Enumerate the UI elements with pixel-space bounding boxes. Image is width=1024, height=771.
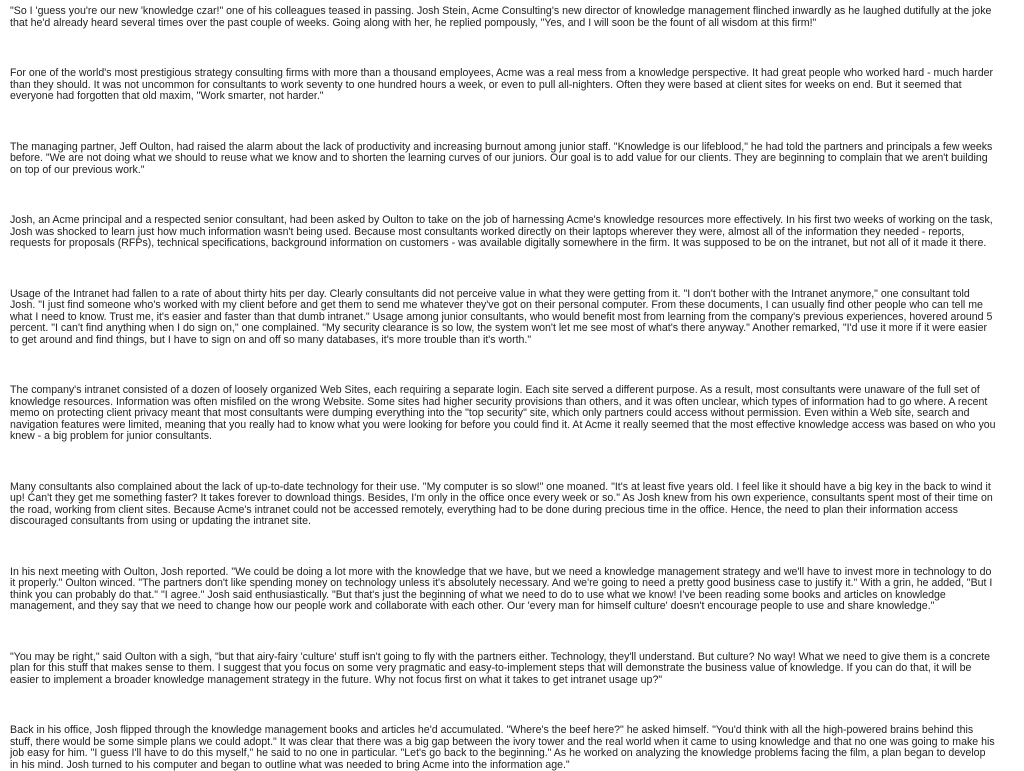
paragraph: Back in his office, Josh flipped through the knowledge management books and articles he'd accumulated. "Where's the beef here?" he asked himself. "You'd think with all the high-powered brains behind this stuff, there would be some simple plans we could adopt." It was clear that there was a big gap between the ivory tower and the real world when it came to using knowledge and that no one was going to make his job easy for him. "I guess I'll have to do this myself," he said to no one in particular. "Let's go back to the beginning." As he worked on analyzing the knowledge problems facing the film, a plan began to develop in his mind. Josh turned to his computer and began to outline what was needed to bring Acme into the information age." bbox=[10, 724, 995, 771]
paragraph: The company's intranet consisted of a dozen of loosely organized Web Sites, each requiring a separate login. Each site served a different purpose. As a result, most consultants were unaware of the full set of knowledge resources. Information was often misfiled on the wrong Website. Some sites had higher security provisions than others, and it was often unclear, which types of information had to go where. A recent memo on protecting client privacy meant that most consultants were dumping everything into the "top security" site, which only partners could access without permission. Even within a Web site, search and navigation features were limited, meaning that you really had to know what you were looking for before you could find it. At Acme it really seemed that the most effective knowledge access was based on who you knew - a big problem for junior consultants. bbox=[10, 384, 996, 442]
document-body bbox=[10, 6, 996, 771]
paragraph: "So I 'guess you're our new 'knowledge czar!" one of his colleagues teased in passing. Josh Stein, Acme Consulting's new director of knowledge management flinched inwardly as he laughed dutifully at the joke that he'd already heard several times over the past couple of weeks. Going along with her, he replied pompously, "Yes, and I will soon be the fount of all wisdom at this firm!" bbox=[10, 5, 992, 29]
paragraph: For one of the world's most prestigious strategy consulting firms with more than a thousand employees, Acme was a real mess from a knowledge perspective. It had great people who worked hard - much harder than they should. It was not uncommon for consultants to work seventy to one hundred hours a week, or even to pull all-nighters. Often they were based at client sites for weeks on end. But it seemed that everyone had forgotten that old maxim, "Work smarter, not harder." bbox=[10, 67, 994, 102]
paragraph: The managing partner, Jeff Oulton, had raised the alarm about the lack of productivity and increasing burnout among junior staff. "Knowledge is our lifeblood," he had told the partners and principals a few weeks before. "We are not doing what we should to reuse what we know and to shorten the learning curves of our juniors. Our goal is to add value for our clients. They are beginning to complain that we aren't building on top of our previous work." bbox=[10, 140, 993, 176]
paragraph: Josh, an Acme principal and a respected senior consultant, had been asked by Oulton to take on the job of harnessing Acme's knowledge resources more effectively. In his first two weeks of working on the task, Josh was shocked to learn just how much information wasn't being used. Because most consultants worked directly on their laptops wherever they were, almost all of the information they needed - reports, requests for proposals (RFPs), technical specifications, background information on customers - was available digitally somewhere in the firm. It was supposed to be on the intranet, but not all of it made it there. bbox=[10, 214, 993, 249]
paragraph: Many consultants also complained about the lack of up-to-date technology for their use. "My computer is so slow!" one moaned. "It's at least five years old. I feel like it should have a big key in the back to wind it up! Can't they get me something faster? It takes forever to download things. Besides, I'm only in the office once every week or so." As Josh knew from his own experience, consultants spent most of their time on the road, working from client sites. Because Acme's intranet could not be accessed remotely, everything had to be done during precious time in the office. Hence, the need to plan their information access discouraged consultants from using or updating the intranet site. bbox=[10, 480, 993, 527]
paragraph: "You may be right," said Oulton with a sigh, "but that airy-fairy 'culture' stuff isn't going to fly with the partners either. Technology, they'll understand. But culture? No way! What we need to give them is a concrete plan for this stuff that makes sense to them. I suggest that you focus on some very pragmatic and easy-to-implement steps that will demonstrate the business value of knowledge. If you can do that, it will be easier to implement a broader knowledge management strategy in the future. Why not focus first on what it takes to get intranet usage up?" bbox=[10, 650, 990, 686]
paragraph: In his next meeting with Oulton, Josh reported. "We could be doing a lot more with the knowledge that we have, but we need a knowledge management strategy and we'll have to invest more in technology to do it properly." Oulton winced. "The partners don't like spending money on technology unless it's absolutely necessary. And we're going to need a pretty good business case to justify it." With a grin, he added, "But I think you can probably do that." "I agree." Josh said enthusiastically. "But that's just the beginning of what we need to do to use what we know! I've been reading some books and articles on knowledge management, and they say that we need to change how our people work and collaborate with each other. Our 'every man for himself culture' doesn't encourage people to use and share knowledge." bbox=[10, 565, 993, 612]
paragraph: Usage of the Intranet had fallen to a rate of about thirty hits per day. Clearly consultants did not perceive value in what they were getting from it. "I don't bother with the Intranet anymore," one consultant told Josh. "I just find someone who's worked with my client before and get them to send me whatever they've got on their personal computer. From these documents, I can usually find other people who can tell me what I need to know. Trust me, it's easier and faster than that dumb intranet." Usage among junior consultants, who would benefit most from learning from the company's previous experiences, hovered around 5 percent. "I can't find anything when I do sign on," one complained. "My security clearance is so low, the system won't let me see most of what's there anyway." Another remarked, "I'd use it more if it were easier to get around and find things, but I have to sign on and off so many databases, it's more trouble than it's worth." bbox=[10, 287, 993, 346]
